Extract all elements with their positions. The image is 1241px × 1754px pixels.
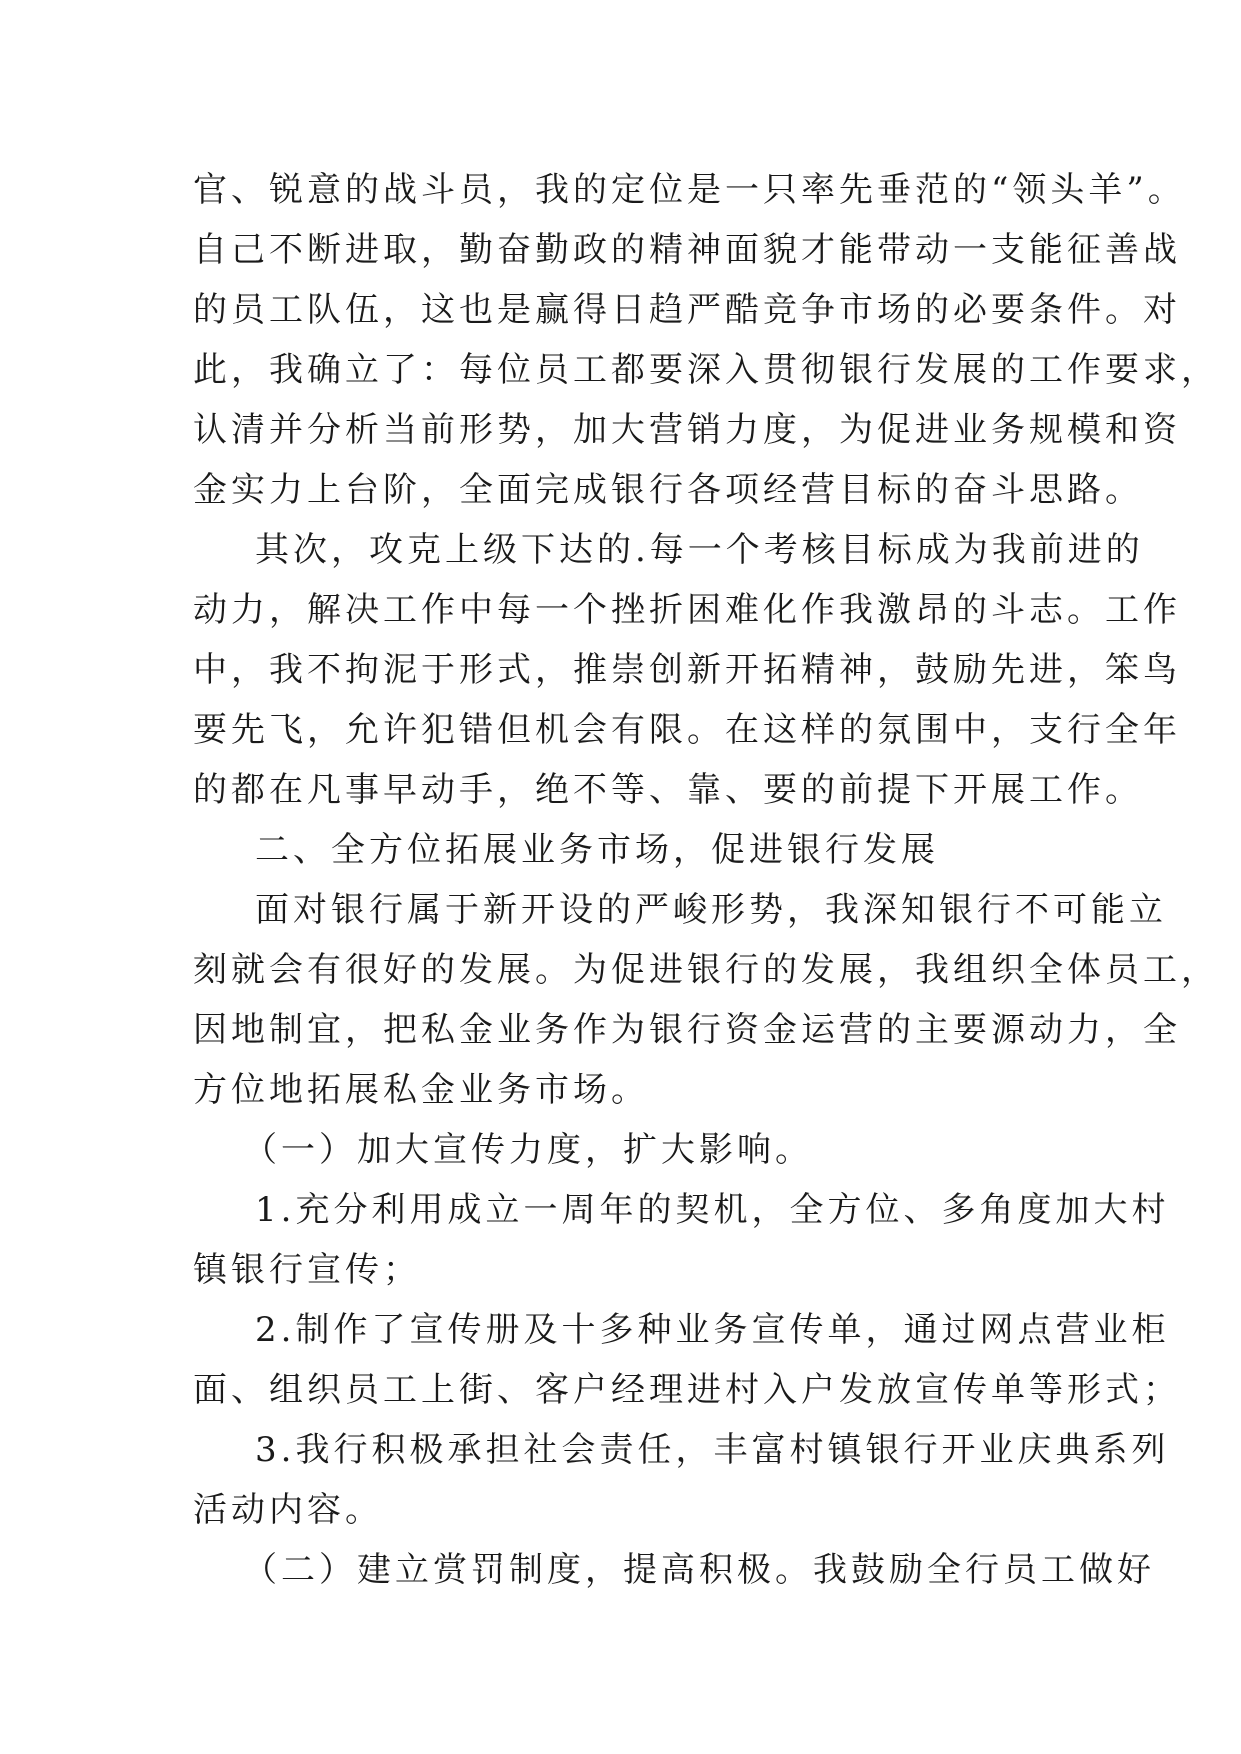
text-line: 认清并分析当前形势，加大营销力度，为促进业务规模和资 <box>193 410 1181 450</box>
paragraph-start-line: 其次，攻克上级下达的.每一个考核目标成为我前进的 <box>255 530 1144 570</box>
list-item-line: 2.制作了宣传册及十多种业务宣传单，通过网点营业柜 <box>255 1310 1170 1350</box>
section-heading: 二、全方位拓展业务市场，促进银行发展 <box>255 830 939 870</box>
list-item-line: 1.充分利用成立一周年的契机，全方位、多角度加大村 <box>255 1190 1170 1230</box>
text-line: 镇银行宣传； <box>193 1250 421 1290</box>
text-line: 动力，解决工作中每一个挫折困难化作我激昂的斗志。工作 <box>193 590 1181 630</box>
text-line: 要先飞，允许犯错但机会有限。在这样的氛围中，支行全年 <box>193 710 1181 750</box>
subsection-heading: （二）建立赏罚制度，提高积极。我鼓励全行员工做好 <box>243 1550 1155 1590</box>
text-line: 刻就会有很好的发展。为促进银行的发展，我组织全体员工， <box>193 950 1219 990</box>
text-line: 活动内容。 <box>193 1490 383 1530</box>
text-line: 的员工队伍，这也是赢得日趋严酷竞争市场的必要条件。对 <box>193 290 1181 330</box>
text-line: 自己不断进取，勤奋勤政的精神面貌才能带动一支能征善战 <box>193 230 1181 270</box>
text-line: 官、锐意的战斗员，我的定位是一只率先垂范的“领头羊”。 <box>193 170 1186 210</box>
subsection-heading: （一）加大宣传力度，扩大影响。 <box>243 1130 813 1170</box>
text-line: 因地制宜，把私金业务作为银行资金运营的主要源动力，全 <box>193 1010 1181 1050</box>
body-text <box>193 160 1219 1600</box>
text-line: 此，我确立了：每位员工都要深入贯彻银行发展的工作要求， <box>193 350 1219 390</box>
text-line: 金实力上台阶，全面完成银行各项经营目标的奋斗思路。 <box>193 470 1143 510</box>
list-item-line: 3.我行积极承担社会责任，丰富村镇银行开业庆典系列 <box>255 1430 1170 1470</box>
text-line: 中，我不拘泥于形式，推崇创新开拓精神，鼓励先进，笨鸟 <box>193 650 1181 690</box>
paragraph-start-line: 面对银行属于新开设的严峻形势，我深知银行不可能立 <box>255 890 1167 930</box>
text-line: 方位地拓展私金业务市场。 <box>193 1070 649 1110</box>
text-line: 的都在凡事早动手，绝不等、靠、要的前提下开展工作。 <box>193 770 1143 810</box>
text-line: 面、组织员工上街、客户经理进村入户发放宣传单等形式； <box>193 1370 1181 1410</box>
